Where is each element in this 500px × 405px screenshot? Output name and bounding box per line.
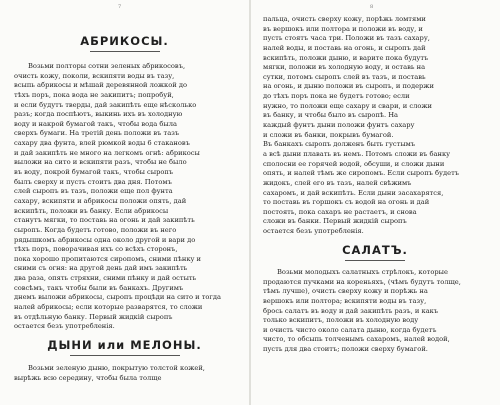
text-line: тѣхъ поръ, пока вода не закипитъ; попробуй,	[14, 90, 174, 99]
text-line: и очисть чисто около салата дыню, когда будетъ	[263, 325, 437, 334]
text-line: налей абрикосы; если которые разварятся, то сложи	[14, 303, 203, 312]
text-line: только вскипитъ, положи въ холодную воду	[263, 316, 419, 325]
paragraph	[14, 364, 235, 383]
text-line: продаются пучками на кореньяхъ, (чѣмъ будутъ толще,	[263, 277, 461, 286]
text-line: сверхъ бумаги. На третій день положи въ тазъ	[14, 129, 180, 138]
text-line: Въ банкахъ сыропъ долженъ быть густымъ	[263, 140, 416, 149]
section-title: АБРИКОСЫ.	[80, 34, 169, 48]
section-title: САЛАТЪ.	[342, 243, 408, 257]
text-line: Возьми молодыхъ салатныхъ стрѣлокъ, которые	[277, 268, 448, 276]
text-line: то поставь въ горшокъ съ водой на огонь и дай	[263, 198, 430, 207]
title-underline	[70, 355, 180, 356]
text-line: остается безъ употребленія.	[263, 227, 364, 236]
paragraph	[14, 62, 235, 332]
text-line: сахару два фунта, влей рюмкой воды 6 стакановъ	[14, 139, 190, 148]
text-line: въ отдѣльную банку. Первый жидкій сыропъ	[14, 312, 173, 321]
section-melons	[14, 338, 235, 356]
text-line: а всѣ дыни плавать въ немъ. Потомъ сложи въ банку	[263, 149, 451, 158]
paragraph	[263, 268, 487, 355]
text-line: сахаромъ, и дай вскипѣть. Если дыни засахарятся,	[263, 188, 444, 197]
text-line: днемъ выложи абрикосы, сыропъ процѣди на сито и тогда	[14, 293, 222, 302]
text-line: выложи на сито и вскипяти разъ, чтобы не было	[14, 158, 187, 167]
text-line: пальца, очисть сверху кожу, порѣжь ломтями	[263, 15, 426, 23]
text-line: мягки, положи въ холодную воду, и оставь на	[263, 63, 426, 72]
text-line: пока хорошо пропитаются сиропомъ, сними пѣнку и	[14, 254, 202, 263]
salad-text	[263, 268, 487, 355]
left-page	[0, 0, 249, 405]
title-underline	[90, 51, 160, 52]
text-line: сыропъ. Когда будетъ готово, положи въ него	[14, 225, 177, 234]
text-line: и дай закипѣть не много на легкомъ огнѣ: абрикосы	[14, 148, 200, 157]
text-line: въ вершокъ или полтора и положи въ воду, и	[263, 24, 423, 33]
text-line: вскипѣть, положи въ банку. Если абрикосы	[14, 206, 169, 215]
text-line: два раза, опять стряхни, сними пѣнку и дай остыть	[14, 274, 197, 283]
text-line: станутъ мягки, то поставь на огонь и дай закипѣть	[14, 216, 195, 225]
text-line: воду и накрой бумагой такъ, чтобы вода была	[14, 119, 177, 128]
text-line: рядышкомъ абрикосы одна около другой и вари до	[14, 235, 196, 244]
title-underline	[345, 260, 405, 261]
text-line: сутки, потомъ сыропъ слей въ тазъ, и поставь	[263, 72, 426, 81]
text-line: сахару, вскипяти и абрикосы положи опять, дай	[14, 196, 187, 205]
text-line: тѣхъ поръ, поворачивая ихъ со всѣхъ сторонъ,	[14, 245, 178, 254]
text-line: сними съ огня: на другой день дай имъ закипѣть	[14, 264, 188, 273]
text-line: очисть кожу, поколи, вскипяти воды въ тазу,	[14, 71, 175, 80]
text-line: и сложи въ банки, покрывъ бумагой.	[263, 130, 394, 139]
text-line: тѣмъ лучше), очисть сверху кожу и порѣжь на	[263, 287, 428, 296]
text-line: пусть для два стоитъ; положи сверху бумагой.	[263, 345, 428, 354]
section-title: ДЫНИ или МЕЛОНЫ.	[47, 338, 202, 352]
text-line: вырѣжь всю середину, чтобы была толще	[14, 373, 162, 382]
text-line: жидокъ, слей его въ тазъ, налей свѣжимъ	[263, 178, 412, 187]
section-apricots	[14, 34, 235, 52]
right-page	[251, 0, 500, 405]
page-number: 7	[118, 4, 122, 10]
text-line: налей воды, и поставь на огонь, и сыропъ дай	[263, 43, 426, 52]
page-number: 8	[370, 4, 374, 10]
text-line: вскипѣть, положи дыню, и варите пока будутъ	[263, 53, 429, 62]
text-line: остается безъ употребленія.	[14, 322, 115, 331]
text-line: сложи въ банки. Первый жидкій сыропъ	[263, 217, 407, 226]
text-line: на огонь, и дыню положи въ сыропъ, и подержи	[263, 82, 434, 91]
text-line: всыпь абрикосы и мѣшай деревянной ложкой до	[14, 81, 187, 90]
text-line: нужно, то положи еще сахару и свари, и сложи	[263, 101, 432, 110]
melons-continued-text	[263, 15, 487, 237]
text-line: слей сыропъ въ тазъ, положи еще пол фунта	[14, 187, 173, 196]
text-line: и если будутъ тверды, дай закипѣть еще нѣсколько	[14, 100, 197, 109]
text-line: до тѣхъ поръ пока не будетъ готово; если	[263, 92, 410, 101]
text-line: опять, и налей тѣмъ же сиропомъ. Если сыропъ будетъ	[263, 169, 460, 178]
text-line: чисто, то обсыпь толченымъ сахаромъ, налей водой,	[263, 335, 450, 344]
text-line: былъ сверху и пусть стоитъ два дня. Потомъ	[14, 177, 172, 186]
melons-text	[14, 364, 235, 383]
text-line: Возьми зеленую дыню, покрытую толстой кожей,	[28, 364, 205, 372]
text-line: въ воду, покрой бумагой такъ, чтобы сыропъ	[14, 168, 174, 177]
text-line: совсѣмъ, такъ чтобы были въ банкахъ. Другимъ	[14, 283, 184, 292]
text-line: сполосни ее горячей водой, обсуши, и сложи дыни	[263, 159, 445, 168]
text-line: постоять, пока сахаръ не растаетъ, и снова	[263, 207, 417, 216]
text-line: въ банку, и чтобы было въ сыропѣ. На	[263, 111, 399, 120]
apricots-text	[14, 62, 235, 332]
section-salad	[263, 243, 487, 261]
text-line: каждый фунтъ дыни положи фунтъ сахару	[263, 121, 415, 130]
text-line: Возьми полторы сотни зеленых абрикосовъ,	[28, 62, 186, 70]
text-line: вершокъ или полтора; вскипяти воды въ тазу,	[263, 296, 427, 305]
text-line: пусть стоятъ часа три. Положи въ тазъ сахару,	[263, 34, 430, 43]
paragraph	[263, 15, 487, 237]
text-line: брось салатъ въ воду и дай закипѣть разъ, и какъ	[263, 306, 439, 315]
text-line: разъ; когда поспѣютъ, выкинь ихъ въ холодную	[14, 110, 183, 119]
